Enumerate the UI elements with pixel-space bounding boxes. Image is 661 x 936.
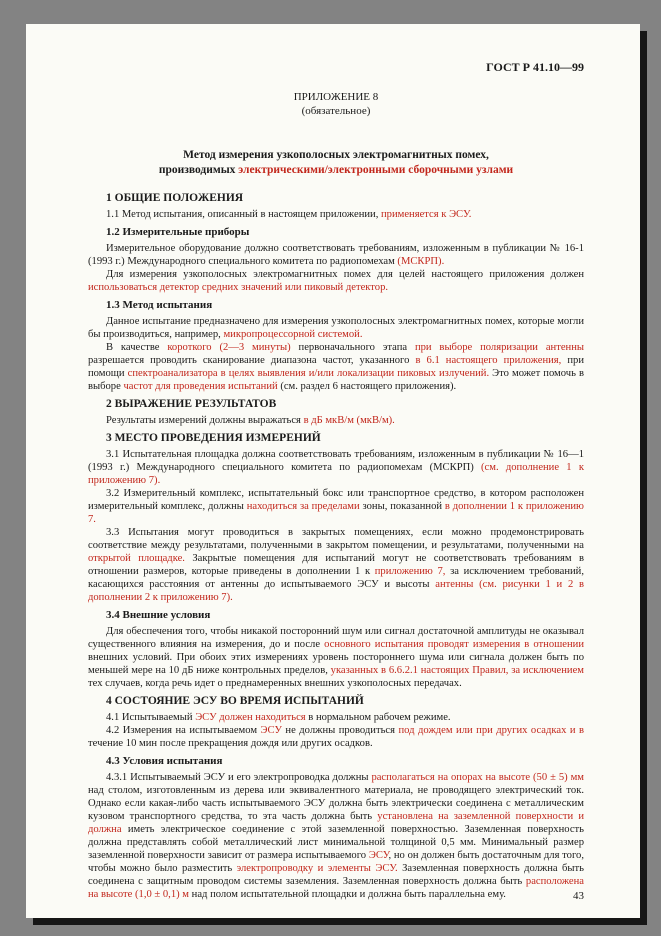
paragraph [88,771,584,901]
document-title [88,148,584,178]
section-heading: 1 ОБЩИЕ ПОЛОЖЕНИЯ [106,192,244,204]
paragraph [88,208,584,221]
text-run: внешних условий. При обоих этих измерениях уровень постороннего шума или сигнала должен быть по меньшей мере на 10 дБ ниже контрольных пределов, [88,652,584,676]
text-run: течение 10 мин после прекращения дождя или других осадков. [88,738,373,749]
text-run: Это может помочь в выборе [88,368,584,392]
text-run: Заземленная поверхность должна быть соединена с защитным проводом системы заземления. Заземленная поверхность должна быть [88,863,585,887]
paragraph [88,724,584,750]
highlighted-text: ЭСУ должен находиться [195,712,306,723]
highlighted-text: расположена на высоте [88,876,584,900]
highlighted-text: частот для проведения испытаний [123,381,278,392]
text-run: над столом, изготовленным из дерева или эквивалентного материала, не проводящего электрический ток. Однако если какая-либо часть испытываемого ЭСУ должна быть электрически соединена с металлическим кузовом транспортного средства, то эта часть должна быть [88,785,584,822]
page-number: 43 [573,890,584,902]
text-run: 4.3.1 Испытываемый ЭСУ и его электропроводка должны [106,772,372,783]
paragraph [88,268,584,294]
highlighted-text: электропроводку и элементы ЭСУ. [236,863,398,874]
paragraph [88,711,584,724]
text-run: Для обеспечения того, чтобы никакой посторонний шум или сигнал достаточной амплитуды не оказывал существенного влияния на измерения, до и после [88,626,584,650]
document-body [88,192,584,901]
text-run: Результаты измерений должны выражаться [106,415,304,426]
text-run: Измерительное оборудование должно соответствовать требованиям, изложенным в публикации № 16-1 (1993 г.) Международного специального комитета по радиопомехам [88,243,584,267]
highlighted-text: сборочными узлами [408,164,514,176]
highlighted-text: микропроцессорной системой. [223,329,363,340]
text-run: Данное испытание предназначено для измерения узкополосных электромагнитных помех, которые могли бы производиться, например, [88,316,584,340]
paragraph [88,448,584,487]
text-run: 3.3 Испытания могут проводиться в закрытых помещениях, если можно продемонстрировать соответствие между результатами, полученными в закрытом помещении, и результатами, полученными на [88,527,584,551]
paragraph [88,315,584,341]
section-heading: 3.4 Внешние условия [106,609,211,621]
text-run: , но он должен быть достаточным для того, чтобы можно было разместить [88,850,584,874]
text-run: иметь электрическое соединение с этой заземленной поверхностью. Заземленная поверхность должна представлять собой металлический лист минимальной толщиной 0,5 мм. Минимальный размер заземленной поверхности зависит от размера испытываемого [88,824,584,861]
text-run: в нормальном рабочем режиме. [305,712,451,723]
text-run: 3.2 Измерительный комплекс, испытательный бокс или транспортное средство, в котором расположен измерительный комплекс, должны [88,488,584,512]
text-run: производимых [158,164,239,176]
standard-reference: ГОСТ Р 41.10—99 [486,60,584,74]
highlighted-text: ЭСУ [260,725,282,736]
highlighted-text: спектроанализатора в целях выявления и/или локализации пиковых излучений. [127,368,490,379]
highlighted-text: установлена на заземленной поверхности и должна [88,811,584,835]
text-run: за исключением требований, касающихся расстояния от антенны до испытываемого ЭСУ и высоты [88,566,585,590]
highlighted-text: короткого (2—3 минуты) [167,342,291,353]
section-heading: 3 МЕСТО ПРОВЕДЕНИЯ ИЗМЕРЕНИЙ [106,432,321,444]
title-line-2 [88,163,584,178]
text-run: 4.1 Испытываемый [106,712,196,723]
highlighted-text: использоваться детектор средних значений или пиковый детектор. [88,282,389,293]
text-run: над полом испытательной площадки и должна быть параллельна ему. [189,889,506,900]
appendix-label: ПРИЛОЖЕНИЕ 8 [293,91,379,103]
highlighted-text: приложению 7, [374,566,446,577]
text-run: разрешается проводить сканирование диапазона частот, указанного [88,355,416,366]
highlighted-text: при выборе поляризации антенны [414,342,584,353]
highlighted-text: (МСКРП). [397,256,445,267]
text-run: тех случаев, когда речь идет о преднамеренных внешних узкополосных передачах. [88,678,462,689]
text-run: зоны, показанной [359,501,445,512]
text-run: Закрытые помещения для испытаний могут не соответствовать требованиям в отношении размеров, которые приведены в дополнении 1 к [88,553,584,577]
paragraph [88,526,584,604]
paragraph [88,341,584,393]
title-line-1 [88,148,584,163]
paragraph [88,242,584,268]
highlighted-text: под дождем или при других осадках и в [398,725,585,736]
text-run: 3.1 Испытательная площадка должна соответствовать требованиям, изложенным в публикации № 16—1 (1993 г.) Международного специального комитета по радиопомехам (МСКРП) [88,449,584,473]
paragraph [88,414,584,427]
paragraph [88,487,584,526]
text-run: (см. раздел 6 настоящего приложения). [277,381,457,392]
highlighted-text: в дБ мкВ/м (мкВ/м). [303,415,395,426]
highlighted-text: располагаться на опорах на высоте (50 ± 5) мм [371,772,584,783]
document-page [26,24,640,918]
paragraph [88,625,584,690]
appendix-block [88,91,584,118]
section-heading: 4.3 Условия испытания [106,755,223,767]
text-run: не должны проводиться [281,725,399,736]
text-run: при помощи [88,355,584,379]
section-heading: 4 СОСТОЯНИЕ ЭСУ ВО ВРЕМЯ ИСПЫТАНИЙ [106,695,364,707]
highlighted-text: в дополнении 1 к приложению 7. [88,501,584,525]
appendix-note: (обязательное) [301,104,371,117]
highlighted-text: находиться за пределами [246,501,360,512]
text-run: 1.1 Метод испытания, описанный в настоящем приложении, [106,209,381,220]
highlighted-text: применяется к ЭСУ. [381,209,472,220]
text-run: первоначального этапа [290,342,415,353]
highlighted-text: основного испытания проводят измерения в отношении [324,639,584,650]
highlighted-text: ЭСУ [368,850,389,861]
section-heading: 1.3 Метод испытания [106,299,213,311]
text-run: Для измерения узкополосных электромагнитных помех для целей настоящего приложения должен [106,269,584,280]
highlighted-text: открытой площадке. [88,553,185,564]
highlighted-text: в 6.1 настоящего приложения, [415,355,562,366]
highlighted-text: антенны (см. рисунки 1 и 2 в дополнении 2 к приложению 7). [88,579,584,603]
highlighted-text: электрическими/электронными [238,164,406,176]
highlighted-text: (1,0 ± 0,1) м [135,889,190,900]
text-run: 4.2 Измерения на испытываемом [106,725,261,736]
section-heading: 2 ВЫРАЖЕНИЕ РЕЗУЛЬТАТОВ [106,398,277,410]
section-heading: 1.2 Измерительные приборы [106,226,250,238]
highlighted-text: указанных в 6.6.2.1 настоящих Правил, за исключением [330,665,585,676]
text-run: В качестве [106,342,168,353]
highlighted-text: (см. дополнение 1 к приложению 7). [88,462,584,486]
text-run: Метод измерения узкополосных электромагнитных помех, [183,149,489,161]
